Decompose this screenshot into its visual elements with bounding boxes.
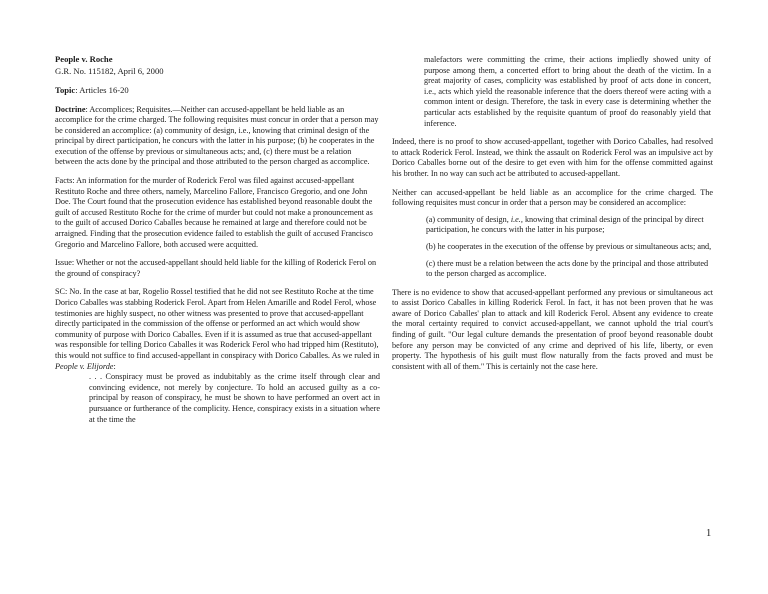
case-citation: G.R. No. 115182, April 6, 2000 (55, 65, 164, 76)
cited-case: People v. Elijorde (55, 361, 114, 371)
block-quote-continued: malefactors were committing the crime, their actions impliedly showed unity of purpose among them, a concerted effort to bring about the death of the victim. In a great majority of cases, complicity was established by proof of acts done in concert, i.e., acts which yield the reasonable inference that the doers thereof were acting with a common intent or design. Therefore, the task in every case is determining whether the particular acts established by the requisite quantum of proof do reasonably yield that inference. (424, 55, 711, 128)
right-column (392, 55, 713, 372)
doctrine-label: Doctrine (55, 104, 86, 114)
sc-ruling-text: SC: No. In the case at bar, Rogelio Rossel testified that he did not see Restituto Roche at the time Dorico Caballes was stabbing Roderick Ferol. Apart from Helen Amarille and Rodel Ferol, whose testimonies are highly suspect, no other witness was presented to prove that accused-appellant directly participated in the commission of the offense or performed an act which would show community of purpose with Dorico Caballes. Even if it is assumed as true that accused-appellant was responsible for telling Dorico Caballes it was Roderick Ferol who had tripped him (Restituto), this would not suffice to find accused-appellant in conspiracy with Dorico Caballes. As we ruled in (55, 287, 380, 360)
sc-ruling-end: : (113, 361, 116, 371)
doctrine-paragraph (55, 105, 380, 169)
sc-ruling-paragraph (55, 287, 380, 372)
issue-paragraph: Issue: Whether or not the accused-appellant should held liable for the killing of Roderick Ferol on the ground of conspiracy? (55, 258, 377, 278)
page-number: 1 (706, 528, 712, 539)
topic-line (55, 85, 380, 97)
accomplice-paragraph: Neither can accused-appellant be held liable as an accomplice for the crime charged. The following requisites must concur in order that a person may be considered an accomplice: (392, 187, 713, 208)
left-column (55, 54, 380, 425)
block-quote: . . . Conspiracy must be proved as indubitably as the crime itself through clear and convincing evidence, not merely by conjecture. To hold an accused guilty as a co-principal by reason of conspiracy, he must be shown to have performed an overt act in pursuance or furtherance of the complicity. Hence, conspiracy exists in a situation where at the time the (89, 372, 380, 424)
facts-paragraph: Facts: An information for the murder of Roderick Ferol was filed against accused-appellant Restituto Roche and three others, namely, Marcelino Fallore, Francisco Gregorio, and one John Doe. The Court found that the prosecution evidence has established beyond reasonable doubt the guilt of accused Restituto Roche for the crime of murder but could not make a pronouncement as to the guilt of accused Dorico Caballes because he remained at large and therefore could not be arraigned. Finding that the prosecution evidence failed to establish the guilt of accused Francisco Gregorio and Marcelino Fallore, both accused were acquitted. (55, 176, 373, 249)
requisite-a: (a) community of design, i.e., knowing that criminal design of the principal by direct participation, he concurs with the latter in his purpose; (426, 214, 704, 235)
doctrine-text: : Accomplices; Requisites.—Neither can accused-appellant be held liable as an accomplice for the crime charged. The following requisites must concur in order that a person may be considered an accomplice: (a) community of design, i.e., knowing that criminal design of the principal by direct participation, he concurs with the latter in his purpose; (b) he cooperates in the execution of the offense by previous or simultaneous acts; and, (c) there must be a relation between the acts done by the principal and those attributed to the person charged as accomplice. (55, 104, 379, 167)
no-proof-paragraph: Indeed, there is no proof to show accused-appellant, together with Dorico Caballes, had resolved to attack Roderick Ferol. Instead, we think the assault on Roderick Ferol was an impulsive act by Dorico Caballes borne out of the desire to get even with him for the offense committed against his brother. In no way can such act be attributed to accused-appellant. (392, 137, 713, 178)
case-title: People v. Roche (55, 54, 113, 64)
requisites-list (426, 215, 713, 280)
topic-label: Topic (55, 85, 76, 95)
topic-value: : Articles 16-20 (75, 85, 129, 95)
requisite-c: (c) there must be a relation between the acts done by the principal and those attributed to the person charged as accomplice. (426, 258, 709, 279)
requisite-b: (b) he cooperates in the execution of the offense by previous or simultaneous acts; and, (426, 241, 712, 251)
no-evidence-paragraph: There is no evidence to show that accused-appellant performed any previous or simultaneous act to assist Dorico Caballes in killing Roderick Ferol. In fact, it has not been proven that he was aware of Dorico Caballes' plan to attack and kill Roderick Ferol. Absent any evidence to create the moral certainty required to convict accused-appellant, we cannot uphold the trial court's finding of guilt. "Our legal culture demands the presentation of proof beyond reasonable doubt before any person may be convicted of any crime and deprived of his life, liberty, or even property. The hypothesis of his guilt must flow naturally from the facts proved and must be consistent with all of them." This is certainly not the case here. (392, 287, 713, 371)
